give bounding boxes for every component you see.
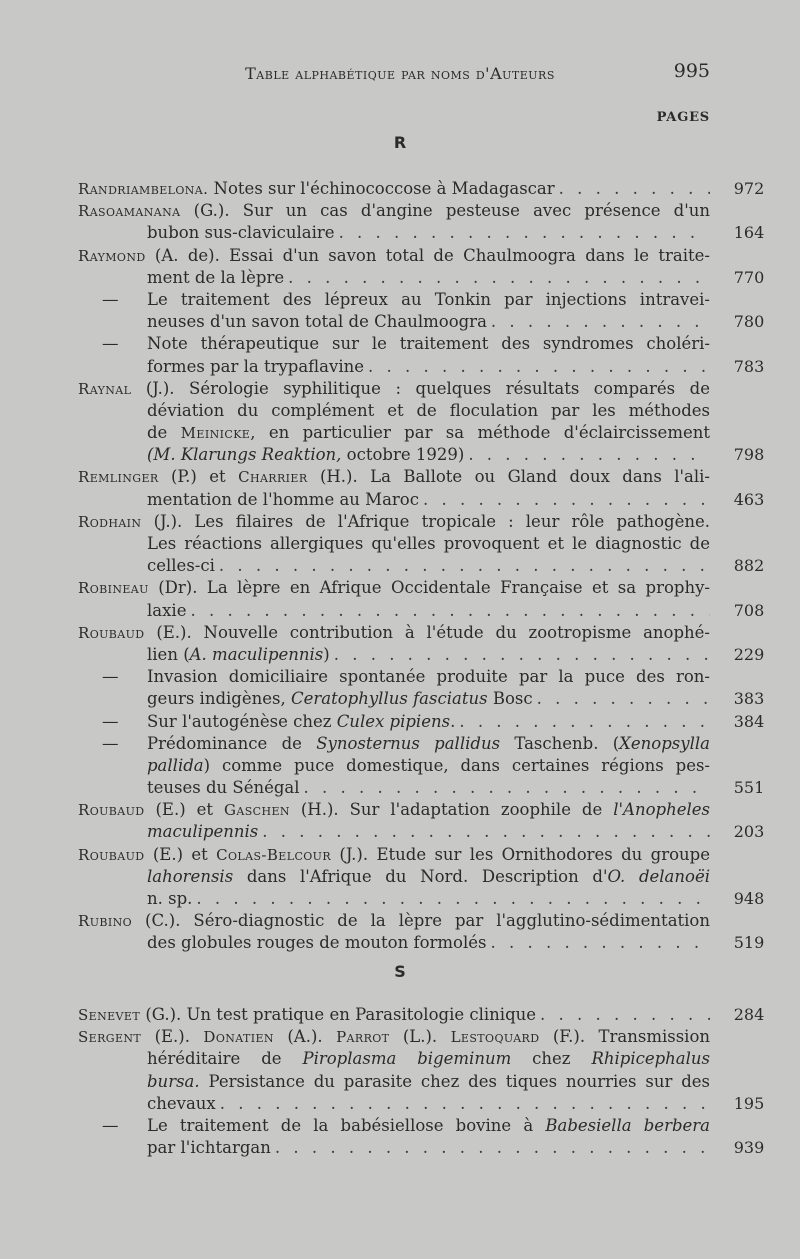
entry-text: (P.) et (170, 467, 226, 487)
index-entry (78, 711, 765, 733)
italic-text: Piroplasma bigeminum (302, 1049, 512, 1069)
index-entry (78, 799, 765, 843)
page-ref: 384 (733, 711, 765, 731)
author-name: Raynal (78, 379, 132, 398)
entry-text: neuses d'un savon total de Chaulmoogra (147, 312, 487, 332)
entry-text: Bosc (492, 689, 533, 709)
italic-text: O. delanoëi (607, 866, 710, 886)
italic-text: l'Anopheles (613, 800, 710, 820)
entry-text: Prédominance de (147, 733, 302, 753)
author-name: Roubaud (78, 845, 145, 864)
leader-dots (537, 688, 710, 710)
cited-name: Parrot (336, 1028, 390, 1047)
index-entry (78, 200, 765, 244)
entry-text: des globules rouges de mouton formolés (147, 933, 487, 953)
entry-text: (G.). Un test pratique en Parasitologie clinique (145, 1005, 537, 1024)
leader-dots (468, 444, 710, 466)
entry-text: Notes sur l'échinococcose à Madagascar (213, 179, 555, 198)
entry-text: (H.). Sur l'adaptation zoophile de (300, 800, 603, 820)
entry-text: (H.). La Ballote ou Gland doux dans l'ali- (319, 467, 710, 487)
section-r-entries (78, 178, 765, 955)
leader-dots (559, 178, 710, 200)
page-ref: 463 (733, 489, 765, 509)
entry-text: Persistance du parasite chez des tiques nourries sur des (208, 1071, 711, 1091)
entry-text: Note thérapeutique sur le traitement des syndromes choléri- (147, 334, 710, 354)
leader-dots (219, 555, 710, 577)
page-ref: 783 (733, 356, 765, 376)
cited-name: Lestoquard (450, 1028, 540, 1047)
entry-text: (Dr). La lèpre en Afrique Occidentale Française et sa prophy- (158, 578, 710, 598)
entry-text: lien ( (147, 644, 190, 664)
ditto-dash: — (102, 1115, 119, 1135)
italic-text: lahorensis (147, 866, 234, 886)
page-ref: 798 (733, 445, 765, 465)
author-name: Roubaud (78, 623, 145, 642)
entry-text: Sur l'autogénèse chez (147, 711, 332, 731)
italic-text: Synosternus pallidus (316, 733, 501, 753)
entry-text: (E.) et (152, 844, 208, 864)
entry-text: . (450, 711, 456, 731)
index-entry (78, 622, 765, 666)
page-number: 995 (673, 60, 710, 82)
entry-text: teuses du Sénégal (147, 778, 300, 798)
page-ref: 948 (733, 889, 765, 908)
entry-text: formes par la trypaflavine (147, 356, 365, 376)
index-entry (78, 466, 765, 510)
page-ref: 551 (733, 778, 765, 798)
page-ref: 229 (733, 644, 765, 664)
page-ref: 383 (733, 689, 765, 709)
leader-dots (339, 222, 710, 244)
cited-name: Meinicke (180, 424, 251, 443)
entry-text: (A. de). Essai d'un savon total de Chaulmoogra dans le traite- (154, 245, 710, 265)
entry-text: Taschenb. ( (514, 733, 620, 753)
entry-text: bubon sus-claviculaire (147, 223, 335, 243)
page-ref: 284 (733, 1005, 765, 1024)
italic-text: Babesiella berbera (545, 1115, 711, 1135)
leader-dots (423, 489, 710, 511)
entry-text: (F.). Transmission (552, 1027, 711, 1047)
index-entry (78, 1115, 765, 1159)
author-name: Roubaud (78, 801, 145, 820)
leader-dots (490, 932, 710, 954)
running-title: Table alphabétique par noms d'Auteurs (245, 64, 555, 83)
italic-text: maculipennis (147, 822, 259, 842)
page-ref: 972 (733, 179, 765, 198)
ditto-dash: — (102, 733, 119, 753)
entry-text: (C.). Séro-diagnostic de la lèpre par l'agglutino-sédimentation (145, 911, 710, 931)
entry-text: (E.). Nouvelle contribution à l'étude du zootropisme anophé- (156, 622, 710, 642)
italic-text: A. maculipennis (189, 644, 324, 664)
page-ref: 164 (733, 223, 765, 243)
cited-name: Donatien (203, 1028, 274, 1047)
page-ref: 770 (733, 267, 765, 287)
entry-text: Les réactions allergiques qu'elles provoquent et le diagnostic de (147, 534, 710, 553)
italic-text: (M. Klarungs Reaktion, (147, 445, 342, 465)
leader-dots (540, 1004, 710, 1026)
page-ref: 780 (733, 312, 765, 332)
entry-text: celles-ci (147, 556, 215, 576)
index-entry (78, 1026, 765, 1115)
author-name: Robineau (78, 579, 149, 598)
index-entry (78, 378, 765, 467)
italic-text: bursa. (147, 1071, 200, 1091)
entry-text: par l'ichtargan (147, 1138, 271, 1158)
entry-text: (J.). Les filaires de l'Afrique tropicale : leur rôle pathogène. (153, 511, 710, 531)
entry-text: Le traitement des lépreux au Tonkin par injections intravei- (147, 289, 710, 309)
author-name: Remlinger (78, 468, 159, 487)
index-entry (78, 910, 765, 954)
leader-dots (288, 267, 710, 289)
index-entry (78, 1004, 765, 1026)
author-name: Sergent (78, 1028, 142, 1047)
leader-dots (491, 311, 710, 333)
index-entry (78, 844, 765, 911)
index-entry (78, 577, 765, 621)
author-name: Rodhain (78, 512, 142, 531)
cited-name: Charrier (238, 468, 308, 487)
entry-text: (A.). (287, 1027, 323, 1047)
page-ref: 195 (733, 1093, 765, 1113)
entry-text: mentation de l'homme au Maroc (147, 489, 419, 509)
cited-name: Gaschen (223, 801, 290, 820)
entry-text: dans l'Afrique du Nord. Description d' (246, 866, 608, 886)
entry-text: ment de la lèpre (147, 267, 285, 287)
index-entry (78, 245, 765, 289)
italic-text: Xenopsylla (619, 733, 710, 753)
ditto-dash: — (102, 667, 119, 687)
italic-text: pallida (147, 755, 204, 775)
italic-text: Rhipicephalus (591, 1049, 711, 1069)
pages-column-heading: PAGES (656, 110, 710, 125)
author-name: Raymond (78, 246, 146, 265)
leader-dots (459, 711, 710, 733)
section-letter-r: R (393, 133, 407, 152)
author-name: Randriambelona. (78, 180, 209, 198)
entry-text: (E.). (154, 1027, 190, 1047)
entry-text: laxie (147, 600, 187, 620)
index-entry (78, 333, 765, 377)
index-entry (78, 666, 765, 710)
ditto-dash: — (102, 711, 119, 731)
author-name: Rasoamanana (78, 202, 181, 221)
leader-dots (220, 1093, 710, 1115)
leader-dots (190, 600, 710, 622)
entry-text: déviation du complément et de floculation par les méthodes (147, 400, 710, 420)
italic-text: Culex pipiens (336, 711, 451, 731)
page-ref: 203 (733, 822, 765, 842)
leader-dots (275, 1137, 710, 1159)
entry-text: chez (532, 1049, 571, 1069)
index-entry (78, 511, 765, 578)
leader-dots (368, 356, 710, 378)
index-entry (78, 178, 765, 200)
index-entry (78, 733, 765, 800)
entry-text: Le traitement de la babésiellose bovine à (147, 1115, 534, 1135)
entry-text: (L.). (402, 1027, 438, 1047)
entry-text: (G.). Sur un cas d'angine pesteuse avec présence d'un (193, 201, 710, 221)
entry-text: de (147, 423, 168, 443)
ditto-dash: — (102, 334, 119, 354)
entry-text: octobre 1929) (346, 445, 465, 465)
entry-text: , en particulier par sa méthode d'éclaircissement (250, 423, 710, 443)
cited-name: Colas-Belcour (216, 845, 332, 864)
page-header (0, 60, 800, 90)
leader-dots (304, 777, 710, 799)
leader-dots (262, 821, 710, 843)
entry-text: ) comme puce domestique, dans certaines régions pes- (203, 755, 710, 775)
section-letter-s: S (394, 962, 406, 981)
page-ref: 939 (733, 1138, 765, 1158)
entry-text: (J.). Etude sur les Ornithodores du groupe (339, 844, 710, 864)
page-ref: 519 (733, 933, 765, 953)
author-name: Rubino (78, 912, 133, 931)
leader-dots (196, 888, 710, 910)
leader-dots (334, 644, 710, 666)
entry-text: ) (323, 644, 330, 664)
entry-text: geurs indigènes, (147, 689, 286, 709)
italic-text: Ceratophyllus fasciatus (290, 689, 488, 709)
index-entry (78, 289, 765, 333)
entry-text: héréditaire de (147, 1049, 282, 1069)
page-ref: 708 (733, 600, 765, 620)
author-name: Senevet (78, 1006, 141, 1024)
entry-text: (J.). Sérologie syphilitique : quelques résultats comparés de (145, 378, 710, 398)
ditto-dash: — (102, 289, 119, 309)
page-ref: 882 (733, 556, 765, 576)
section-s-entries (78, 1004, 765, 1159)
entry-text: (E.) et (155, 800, 213, 820)
entry-text: Invasion domiciliaire spontanée produite par la puce des ron- (147, 667, 710, 687)
entry-text: chevaux (147, 1093, 216, 1113)
entry-text: n. sp. (147, 889, 193, 908)
